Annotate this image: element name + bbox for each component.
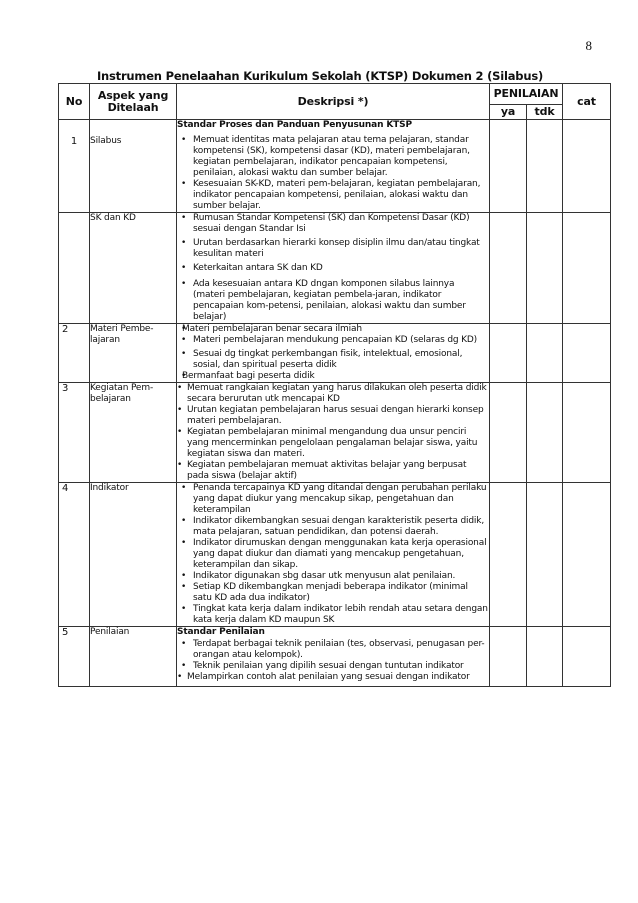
table-row <box>59 627 611 687</box>
row-deskripsi <box>177 483 490 627</box>
list-item: • Setiap KD dikembangkan menjadi beberapa indikator (minimal satu KD ada dua indikator) <box>177 582 489 604</box>
cell-tdk[interactable] <box>527 120 563 213</box>
list-item: • Penanda tercapainya KD yang ditandai dengan perubahan perilaku yang dapat diukur yang mencakup sikap, pengetahuan dan keterampilan <box>177 483 489 516</box>
cell-tdk[interactable] <box>527 324 563 383</box>
row-number: 3 <box>59 383 90 483</box>
list-item: • Bermanfaat bagi peserta didik <box>177 371 489 382</box>
list-item: • Rumusan Standar Kompetensi (SK) dan Kompetensi Dasar (KD) sesuai dengan Standar Isi <box>177 213 489 235</box>
list-item: • Materi pembelajaran benar secara ilmiah <box>177 324 489 335</box>
header-cat: cat <box>563 84 611 120</box>
cell-tdk[interactable] <box>527 213 563 324</box>
list-item: • Kegiatan pembelajaran minimal mengandung dua unsur penciri yang mencerminkan pengelolaan pengalaman belajar siswa, yaitu kegiatan siswa dan materi. <box>177 427 489 460</box>
cell-ya[interactable] <box>490 324 527 383</box>
list-item: • Indikator digunakan sbg dasar utk menyusun alat penilaian. <box>177 571 489 582</box>
row-number: 1 <box>59 120 90 213</box>
cell-ya[interactable] <box>490 213 527 324</box>
row-aspek: Penilaian <box>90 627 177 687</box>
list-item: • Teknik penilaian yang dipilih sesuai dengan tuntutan indikator <box>177 661 489 672</box>
list-item: • Sesuai dg tingkat perkembangan fisik, intelektual, emosional, sosial, dan spiritual peserta didik <box>177 349 489 371</box>
instrument-table <box>58 83 611 687</box>
list-item: • Kegiatan pembelajaran memuat aktivitas belajar yang berpusat pada siswa (belajar aktif) <box>177 460 489 482</box>
row-number: 2 <box>59 324 90 383</box>
list-item: • Ada kesesuaian antara KD dngan komponen silabus lainnya (materi pembelajaran, kegiatan pembela-jaran, indikator pencapaian kom-petensi, penilaian, alokasi waktu dan sumber belajar) <box>177 279 489 323</box>
list-item: • Kesesuaian SK-KD, materi pem-belajaran, kegiatan pembelajaran, indikator pencapaian kompetensi, penilaian, alokasi waktu dan sumber belajar. <box>177 179 489 212</box>
table-row <box>59 120 611 213</box>
list-item: • Indikator dikembangkan sesuai dengan karakteristik peserta didik, mata pelajaran, satuan pendidikan, dan potensi daerah. <box>177 516 489 538</box>
document-title: Instrumen Penelaahan Kurikulum Sekolah (KTSP) Dokumen 2 (Silabus) <box>96 69 544 83</box>
row-deskripsi <box>177 627 490 687</box>
header-aspek: Aspek yang Ditelaah <box>90 84 177 120</box>
section-heading: Standar Proses dan Panduan Penyusunan KTSP <box>177 120 412 130</box>
cell-ya[interactable] <box>490 627 527 687</box>
row-deskripsi <box>177 383 490 483</box>
cell-cat[interactable] <box>563 383 611 483</box>
list-item: • Urutan kegiatan pembelajaran harus sesuai dengan hierarki konsep materi pembelajaran. <box>177 405 489 427</box>
cell-cat[interactable] <box>563 324 611 383</box>
row-deskripsi <box>177 324 490 383</box>
row-aspek: Materi Pembe-lajaran <box>90 324 177 383</box>
cell-cat[interactable] <box>563 627 611 687</box>
list-item: • Indikator dirumuskan dengan menggunakan kata kerja operasional yang dapat diukur dan diamati yang mencakup pengetahuan, keterampilan dan sikap. <box>177 538 489 571</box>
header-tdk: tdk <box>527 105 563 120</box>
row-number: 4 <box>59 483 90 627</box>
list-item: • Tingkat kata kerja dalam indikator lebih rendah atau setara dengan kata kerja dalam KD maupun SK <box>177 604 489 626</box>
section-heading: Standar Penilaian <box>177 627 265 637</box>
table-row <box>59 483 611 627</box>
row-aspek: SK dan KD <box>90 213 177 324</box>
row-aspek: Silabus <box>90 120 177 213</box>
table-row <box>59 383 611 483</box>
list-item: • Terdapat berbagai teknik penilaian (tes, observasi, penugasan per-orangan atau kelompok). <box>177 639 489 661</box>
row-number <box>59 213 90 324</box>
row-aspek: Indikator <box>90 483 177 627</box>
list-item: • Memuat rangkaian kegiatan yang harus dilakukan oleh peserta didik secara berurutan utk mencapai KD <box>177 383 489 405</box>
header-no: No <box>59 84 90 120</box>
list-item: • Memuat identitas mata pelajaran atau tema pelajaran, standar kompetensi (SK), kompetensi dasar (KD), materi pembelajaran, kegiatan pembelajaran, indikator pencapaian kompetensi, penilaian, alokasi waktu dan sumber belajar. <box>177 135 489 179</box>
list-item: • Materi pembelajaran mendukung pencapaian KD (selaras dg KD) <box>177 335 489 346</box>
cell-cat[interactable] <box>563 483 611 627</box>
cell-tdk[interactable] <box>527 483 563 627</box>
cell-tdk[interactable] <box>527 383 563 483</box>
cell-cat[interactable] <box>563 213 611 324</box>
cell-ya[interactable] <box>490 120 527 213</box>
header-ya: ya <box>490 105 527 120</box>
cell-ya[interactable] <box>490 483 527 627</box>
header-deskripsi: Deskripsi *) <box>177 84 490 120</box>
header-penilaian: PENILAIAN <box>490 84 563 105</box>
page-number: 8 <box>585 38 592 53</box>
list-item: • Urutan berdasarkan hierarki konsep disiplin ilmu dan/atau tingkat kesulitan materi <box>177 238 489 260</box>
row-number: 5 <box>59 627 90 687</box>
cell-cat[interactable] <box>563 120 611 213</box>
row-deskripsi <box>177 213 490 324</box>
table-row <box>59 213 611 324</box>
row-aspek: Kegiatan Pem-belajaran <box>90 383 177 483</box>
row-deskripsi <box>177 120 490 213</box>
list-item: • Melampirkan contoh alat penilaian yang sesuai dengan indikator <box>177 672 489 683</box>
list-item: • Keterkaitan antara SK dan KD <box>177 263 489 274</box>
cell-tdk[interactable] <box>527 627 563 687</box>
table-row <box>59 324 611 383</box>
cell-ya[interactable] <box>490 383 527 483</box>
